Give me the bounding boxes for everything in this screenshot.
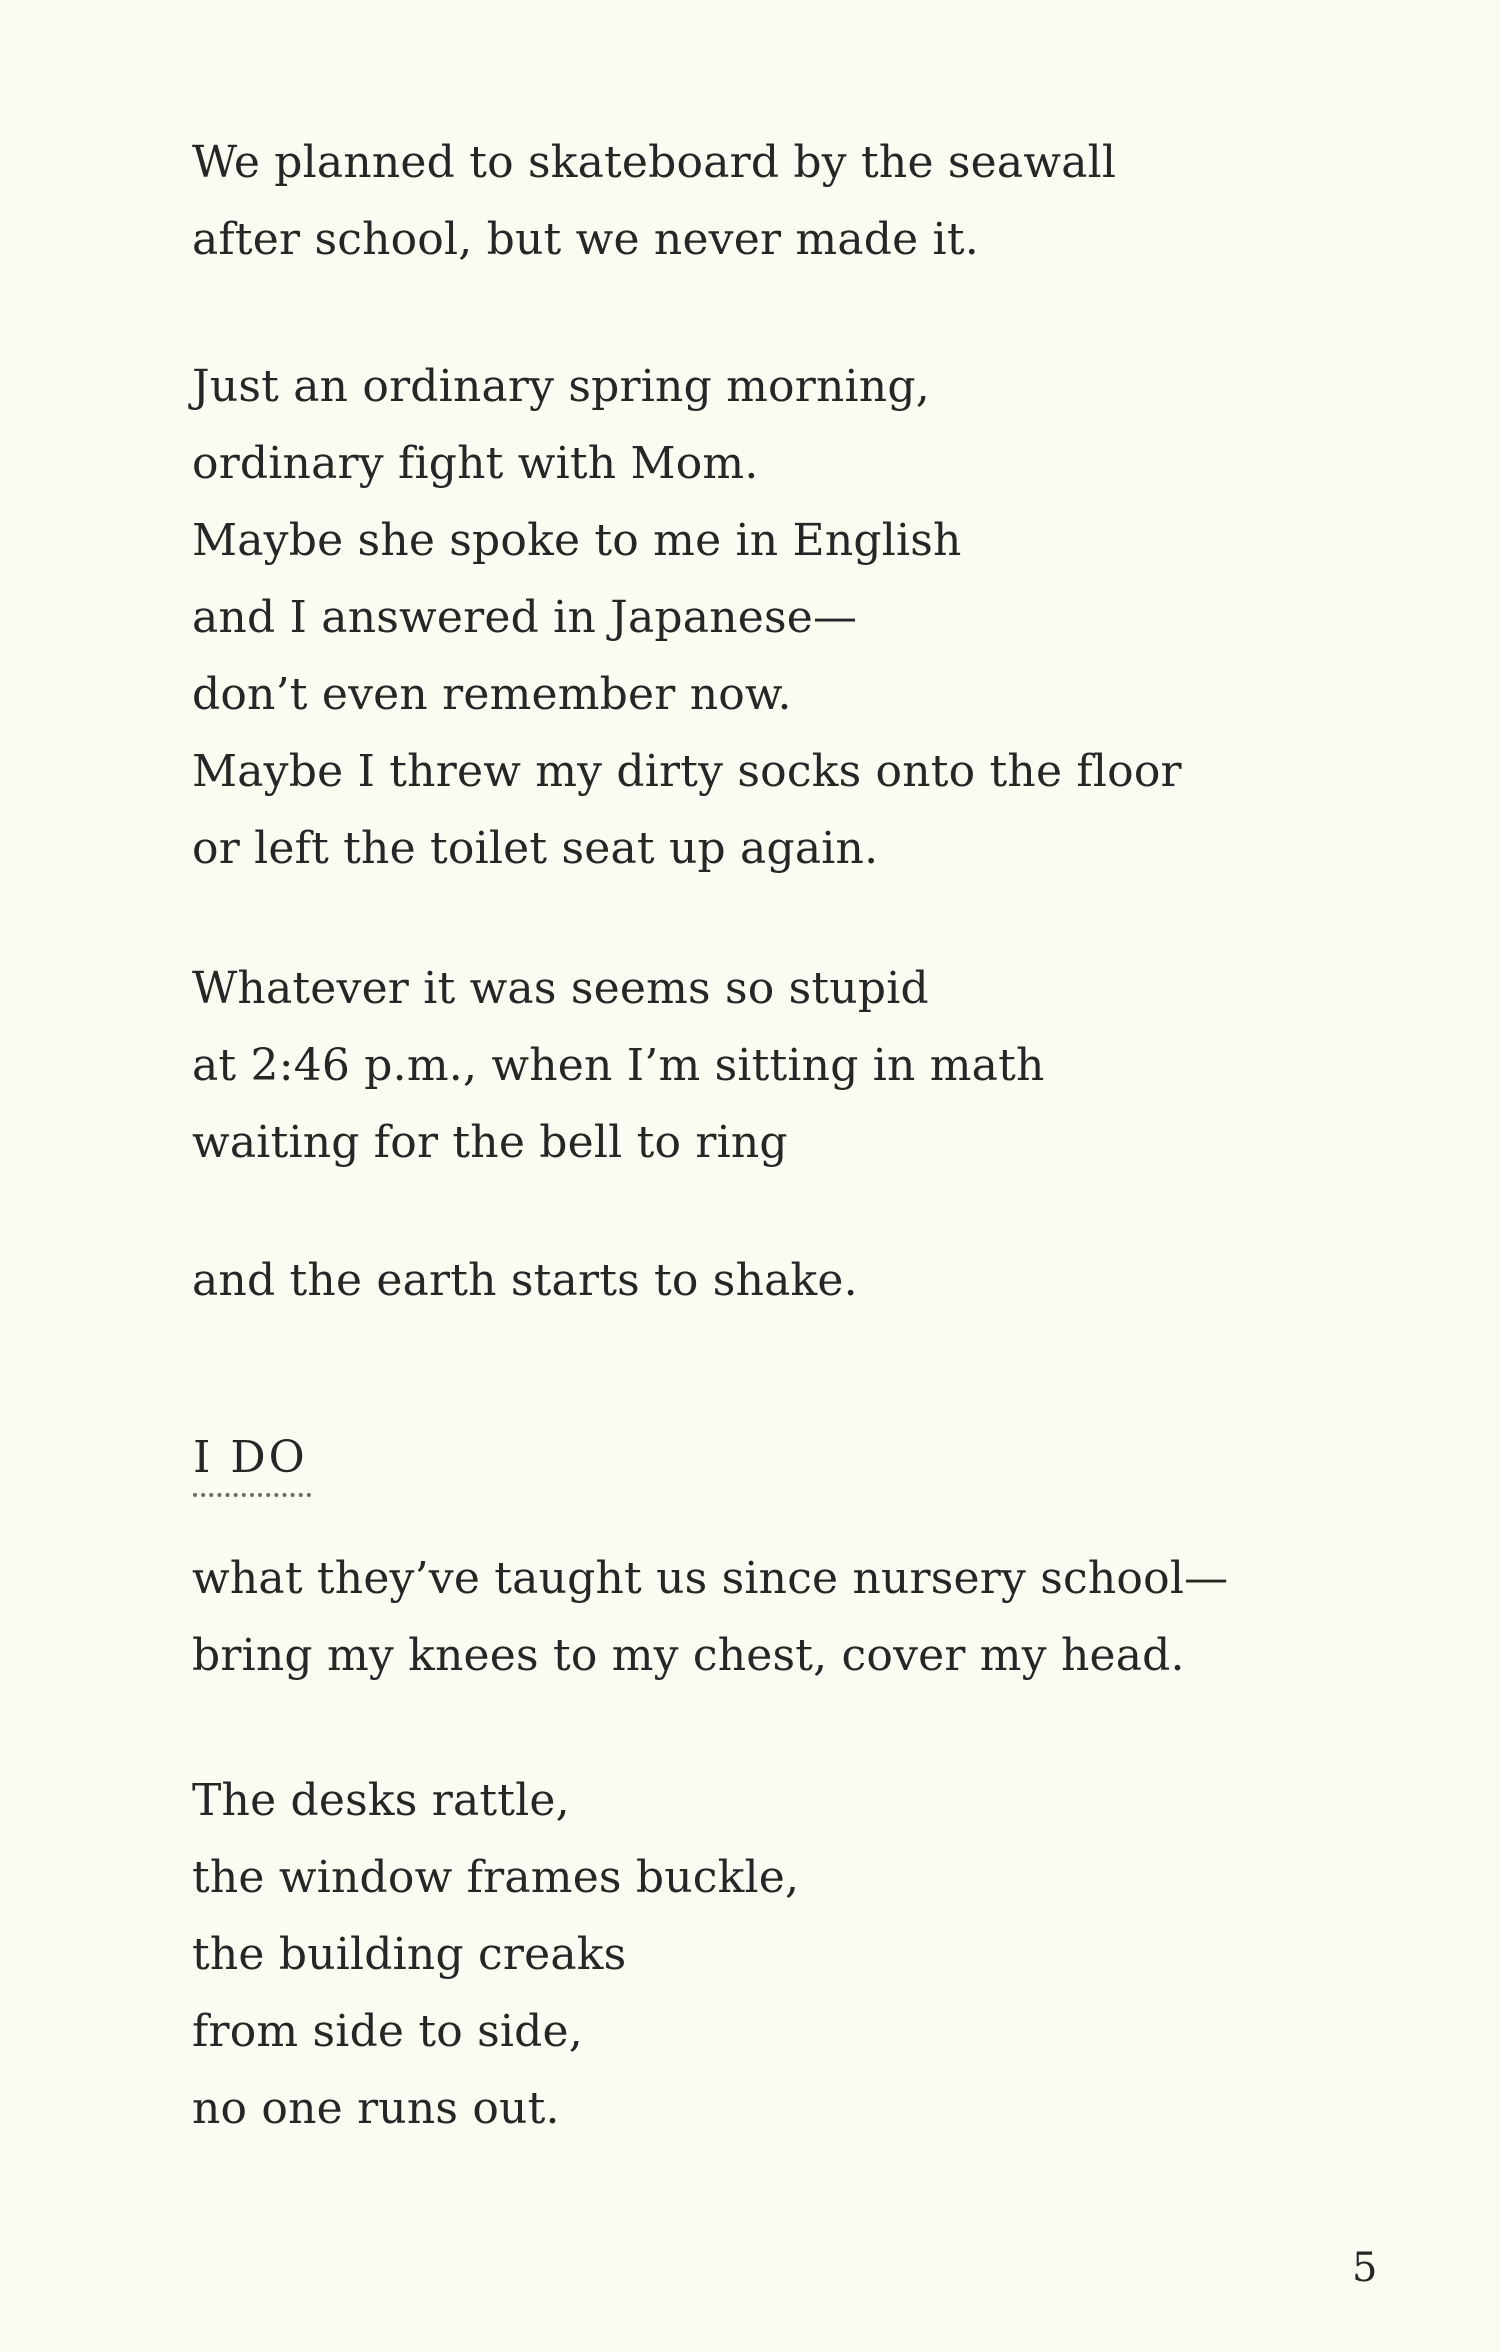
poem-line: bring my knees to my chest, cover my head. xyxy=(192,1630,1185,1681)
poem-line: from side to side, xyxy=(192,2006,583,2057)
title-dotted-rule xyxy=(193,1493,311,1497)
stanza-1 xyxy=(192,124,1116,278)
poem-line: We planned to skateboard by the seawall xyxy=(192,137,1117,188)
poem-line: Just an ordinary spring morning, xyxy=(192,361,930,412)
stanza-5 xyxy=(192,1540,1228,1694)
poem-line: The desks rattle, xyxy=(192,1775,570,1826)
poem-line: Whatever it was seems so stupid xyxy=(192,963,929,1014)
poem-line: or left the toilet seat up again. xyxy=(192,823,879,874)
poem-line: waiting for the bell to ring xyxy=(192,1117,788,1168)
poem-line: and I answered in Japanese— xyxy=(192,592,858,643)
poem-line: ordinary fight with Mom. xyxy=(192,438,759,489)
poem-line: the building creaks xyxy=(192,1929,627,1980)
poem-line: after school, but we never made it. xyxy=(192,214,979,265)
poem-line: no one runs out. xyxy=(192,2083,560,2134)
stanza-6 xyxy=(192,1762,799,2147)
stanza-4 xyxy=(192,1242,858,1319)
poem-title: I DO xyxy=(193,1432,308,1483)
stanza-2 xyxy=(192,348,1182,887)
stanza-3 xyxy=(192,950,1045,1181)
poem-line: Maybe I threw my dirty socks onto the floor xyxy=(192,746,1182,797)
poem-line: the window frames buckle, xyxy=(192,1852,800,1903)
poem-line: don’t even remember now. xyxy=(192,669,792,720)
poem-line: Maybe she spoke to me in English xyxy=(192,515,962,566)
poem-line: what they’ve taught us since nursery school— xyxy=(192,1553,1229,1604)
poem-line: at 2:46 p.m., when I’m sitting in math xyxy=(192,1040,1045,1091)
page-number: 5 xyxy=(1352,2245,1378,2291)
poem-line: and the earth starts to shake. xyxy=(192,1255,858,1306)
